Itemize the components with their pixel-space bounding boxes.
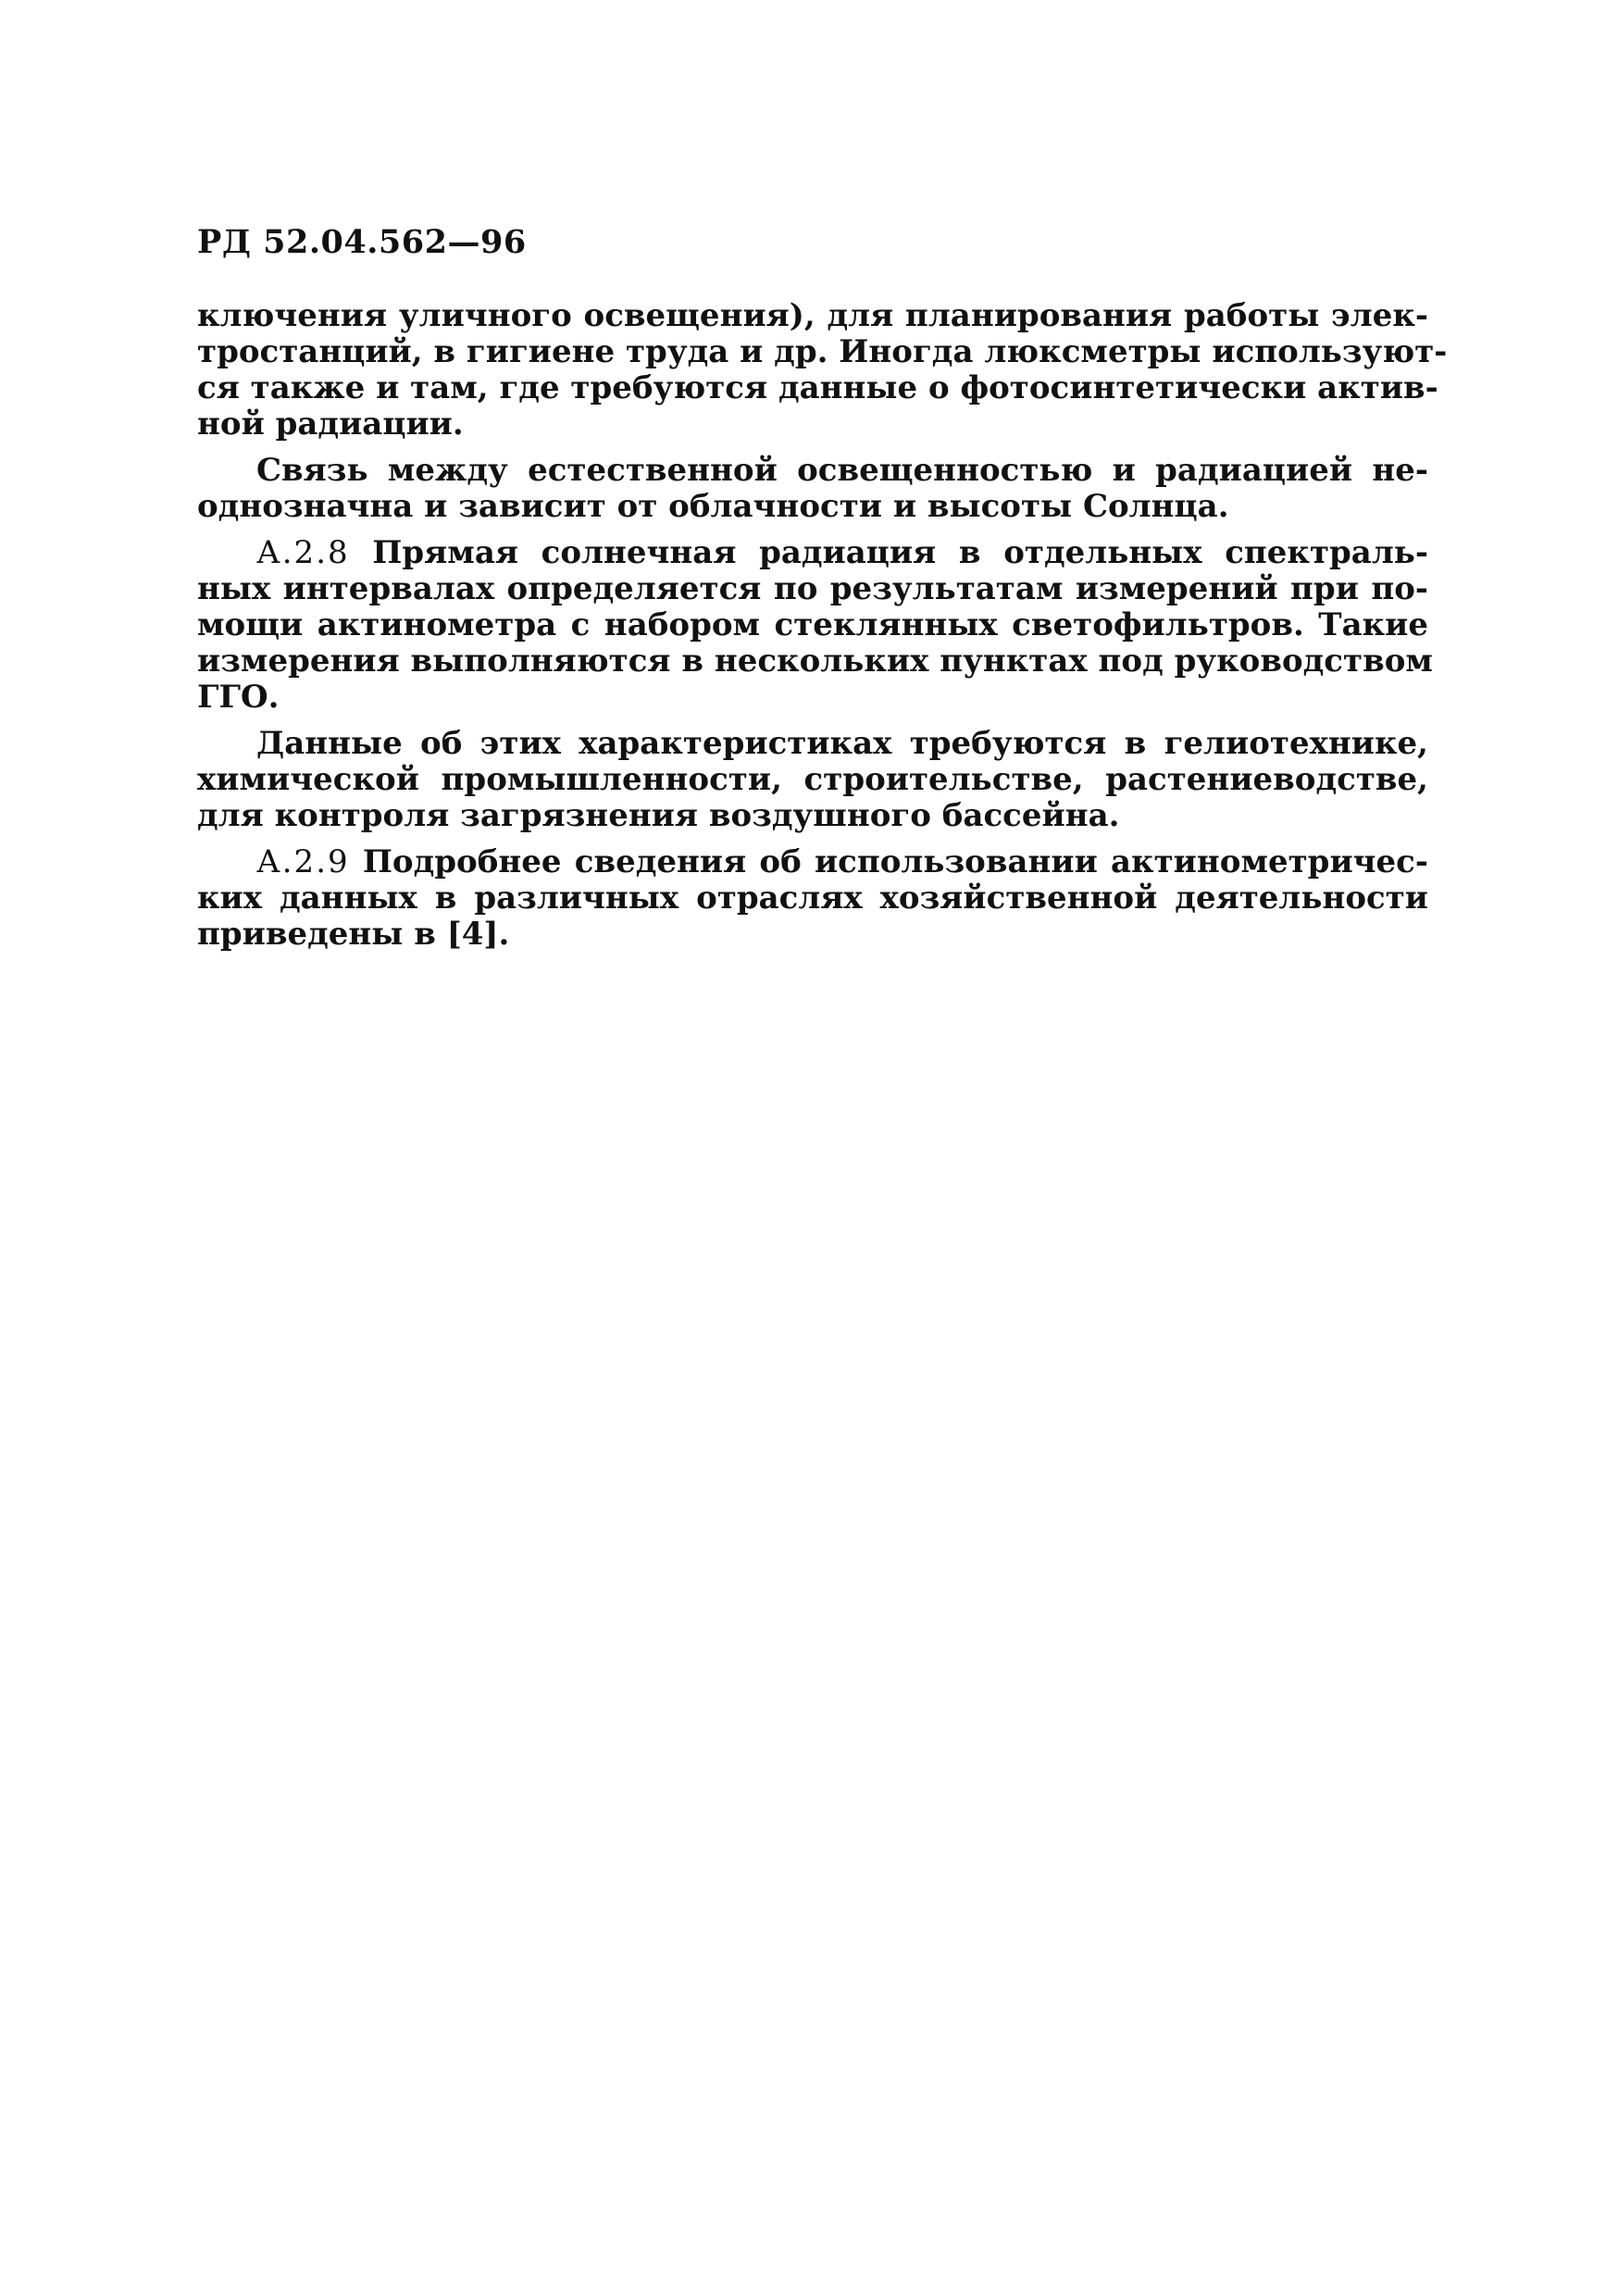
text-line: ной радиации. <box>197 406 464 443</box>
section-number: А.2.9 <box>256 843 350 880</box>
text-line-rest: Подробнее сведения об использовании актинометричес- <box>349 843 1428 880</box>
document-code-header: РД 52.04.562—96 <box>197 223 527 261</box>
text-line: однозначна и зависит от облачности и высоты Солнца. <box>197 488 1229 525</box>
text-line: Данные об этих характеристиках требуются в гелиотехнике, <box>256 725 1428 762</box>
text-line: Связь между естественной освещенностью и радиацией не- <box>256 452 1428 489</box>
text-line-rest: Прямая солнечная радиация в отдельных спектраль- <box>349 534 1428 571</box>
paragraph-continuation <box>197 297 1448 443</box>
text-line: ся также и там, где требуются данные о фотосинтетически актив- <box>197 369 1438 406</box>
text-line: ГГО. <box>197 679 280 716</box>
text-line: ких данных в различных отраслях хозяйственной деятельности <box>197 880 1428 917</box>
text-line: для контроля загрязнения воздушного бассейна. <box>197 797 1120 834</box>
paragraph-section-a-2-9 <box>197 844 1428 953</box>
text-line-with-section-number <box>197 535 1428 571</box>
paragraph-section-a-2-8 <box>197 534 1433 716</box>
document-body <box>197 297 1448 963</box>
paragraph-characteristics-usage <box>197 726 1428 834</box>
text-line: химической промышленности, строительстве, растениеводстве, <box>197 761 1428 798</box>
text-line: ных интервалах определяется по результатам измерений при по- <box>197 570 1428 607</box>
text-line-with-section-number <box>197 844 1428 880</box>
text-line: тростанций, в гигиене труда и др. Иногда люксметры используют- <box>197 333 1448 370</box>
text-line: ключения уличного освещения), для планирования работы элек- <box>197 297 1428 334</box>
paragraph-illumination-relation <box>197 453 1428 525</box>
text-line: приведены в [4]. <box>197 916 510 953</box>
text-line: мощи актинометра с набором стеклянных светофильтров. Такие <box>197 606 1428 643</box>
section-number: А.2.8 <box>256 534 350 571</box>
text-line: измерения выполняются в нескольких пунктах под руководством <box>197 643 1433 680</box>
